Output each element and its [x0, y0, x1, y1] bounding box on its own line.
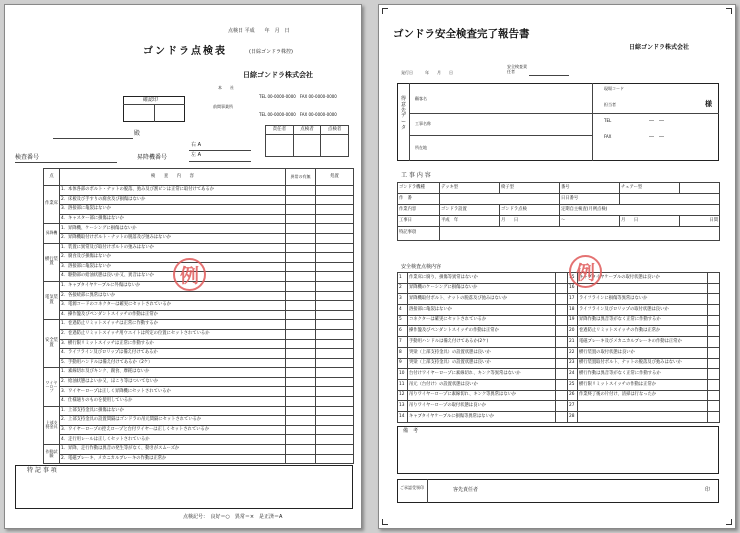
check-item: 2．床板及び手すりの腐食及び損傷はないか — [60, 195, 286, 205]
inspection-option: ゴンドラ点検 — [500, 205, 560, 216]
sample-stamp: 例 — [173, 258, 206, 291]
signature-box — [397, 479, 719, 503]
remarks-box — [397, 426, 719, 474]
safety-item: 昇降機取付ボルト、ナットの脱落及び弛みはないか — [408, 294, 556, 305]
safety-item: キャブタイヤケーブルの取付状態は良いか — [578, 273, 708, 284]
lift-no-label: 昇降機番号 — [137, 154, 168, 161]
confirm-seal-label: 確認印 — [143, 97, 159, 103]
check-item: 3．ワイヤーロープは正しく昇降機にセットされているか — [60, 387, 286, 397]
safety-item: 作業終了後の片付け、清掃は行なったか — [578, 390, 708, 401]
legend: 点検記号： 良好＝○ 異常＝× 是正済＝A — [183, 514, 283, 520]
inspection-no-label: 検査番号 — [15, 154, 40, 161]
fixed-date-option: 定期自主検査(月例点検) — [560, 205, 720, 216]
install-option: ゴンドラ設置 — [440, 205, 500, 216]
safety-item: キャブタイヤケーブルに損傷等異常はないか — [408, 411, 556, 422]
report-sheet — [378, 4, 736, 529]
safety-item: コネクターは確実にセットされているか — [408, 315, 556, 326]
safety-item: 突梁（上部支持金具）の設置状態は良いか — [408, 347, 556, 358]
safety-item: 巻過防止リミットスイッチの作動は正常か — [578, 326, 708, 337]
report-title: ゴンドラ安全検査完了報告書 — [393, 28, 530, 40]
address-label: 所在地 — [415, 145, 427, 150]
category-label: 電気装置 — [44, 281, 60, 319]
check-item: 1．本体各部のボルト・ナットの脱落、弛み及び割ピンは正常に取付けてあるか — [60, 186, 286, 196]
inspection-table — [43, 168, 354, 464]
item-header: 検 査 内 容 — [60, 169, 286, 186]
remarks-box — [15, 465, 353, 509]
role-header: 点検者 — [293, 126, 321, 135]
remarks-label: 特 記 事 項 — [27, 467, 57, 474]
check-item: 1．上部支持金具に損傷はないか — [60, 406, 286, 416]
head-office-tel: TEL 00-0000-0000 FAX 00-0000-0000 — [259, 94, 337, 99]
safety-item: 昇降機のケーシングに損傷はないか — [408, 283, 556, 294]
gondola-type-label: ゴンドラ機種 — [398, 183, 440, 194]
days-label: 日間 — [680, 216, 720, 227]
company-name: 日綜ゴンドラ株式会社 — [243, 71, 313, 79]
check-item: 4．ライフライン及びロリップは備え付けてあるか — [60, 349, 286, 359]
type-option: チェアー型 — [620, 183, 680, 194]
issue-date: 発行日 年 月 日 — [401, 70, 453, 75]
role-header: 責任者 — [266, 126, 294, 135]
action-header: 処置 — [316, 169, 354, 186]
safety-item: 横行装置取付ボルト、ナットの脱落及び弛みはないか — [578, 358, 708, 369]
sample-stamp: 例 — [569, 255, 602, 288]
check-item: 2．上部支持金具の設置間隔はゴンドラの吊元間隔にセットされているか — [60, 416, 286, 426]
report-company: 日綜ゴンドラ株式会社 — [629, 44, 690, 51]
check-item: 4．仕様通りのものを使用しているか — [60, 397, 286, 407]
role-table — [265, 125, 349, 157]
work-table: ゴンドラ機種 デッキ型 椅子型 番号 チェアー型 作 番 日日番号 作業内容 ゴンドラ設置 ゴンドラ点検 定期自主検査(月例点検) 工事日 平成 年 月 日 ～ 月 日 日間 特記事項 — [397, 182, 720, 241]
category-label: 作動試験 — [44, 445, 60, 464]
role-header: 点検者 — [321, 126, 349, 135]
category-label: 横行装置 — [44, 243, 60, 281]
safety-check-table: 1 作業床に腐り、損傷等異常はないか 15 キャブタイヤケーブルの取付状態は良いか 2 昇降機のケーシングに損傷はないか 16 3 昇降機取付ボルト、ナットの脱落及び弛みはないか 17 ライフラインに損傷等異常はないか 4 溶接部に亀裂はないか 18 ライフライン及びロリップの取付状態は良いか 5 コネクターは確実にセットされているか 19 昇降作動は異音等がなく正常に作動するか 6 操作盤及びペンダントスイッチの作動は正常か 20 巻過防止リミットスイッチの作動は正常か 7 手動用ハンドルは備え付けてあるか(2ケ) 21 電磁ブレーキ及びメカニカルブレーキの作動は正常か 8 突梁（上部支持金具）の設置状態は良いか 22 横行装置の取付状態は良いか 9 突梁（上部支持金具）の設置状態は良いか 23 横行装置取付ボルト、ナットの脱落及び弛みはないか 10 台付けワイヤーロープに素線切れ、キンク等異常はないか 24 横行作動は異音等がなく正常に作動するか 11 吊元（台付け）の設置状態は良いか 25 横行限リミットスイッチの作動は正常か 12 吊りワイヤーロープに素線切れ、キンク等異常はないか 26 作業終了後の片付け、清掃は行なったか 13 吊りワイヤーロープの取付状態は良いか 27 14 キャブタイヤケーブルに損傷等異常はないか 28 — [397, 272, 720, 423]
safety-item: 横行装置の取付状態は良いか — [578, 347, 708, 358]
fax-value: ― ― — [649, 134, 665, 140]
type-option: 椅子型 — [500, 183, 560, 194]
check-item: 2．電磁ブレーキ、メカニカルブレーキの作動は正常か — [60, 454, 286, 464]
number-label: 番号 — [560, 183, 620, 194]
check-item: 1．昇降、走行作動は異音の発生等がなく、動きがスムーズか — [60, 445, 286, 455]
safety-item: 作業床に腐り、損傷等異常はないか — [408, 273, 556, 284]
safety-item: ライフラインに損傷等異常はないか — [578, 294, 708, 305]
category-label: 昇降機 — [44, 224, 60, 243]
check-item: 2．巻過防止リミットスイッチ用ウエイトは所定の位置にセットされているか — [60, 329, 286, 339]
signature-left-label: ご承認受領印 — [400, 485, 424, 490]
safety-item: 台付けワイヤーロープに素線切れ、キンク等異常はないか — [408, 369, 556, 380]
result-header: 異常の有無 — [286, 169, 316, 186]
check-item: 1．キャブタイヤケーブルに外傷はないか — [60, 281, 286, 291]
signature-seal-mark: 印 — [705, 487, 711, 493]
special-label: 特記事項 — [398, 227, 440, 241]
safety-item: 操作盤及びペンダントスイッチの作動は正常か — [408, 326, 556, 337]
safety-item: 横行作動は異音等がなく正常に作動するか — [578, 369, 708, 380]
branch-tel: TEL 00-0000-0000 FAX 00-0000-0000 — [259, 112, 337, 117]
inspection-sheet — [4, 4, 362, 529]
check-item: 3．横行限リミットスイッチは正常に作動するか — [60, 339, 286, 349]
safety-item: 昇降作動は異音等がなく正常に作動するか — [578, 315, 708, 326]
check-item: 1．昇降機、ケーシングに損傷はないか — [60, 224, 286, 234]
safety-item: 突梁（上部支持金具）の設置状態は良いか — [408, 358, 556, 369]
work-no-label: 作 番 — [398, 194, 440, 205]
check-item: 4．操作盤及びペンダントスイッチの作動は正常か — [60, 310, 286, 320]
category-label: ワイヤーロープ — [44, 368, 60, 406]
safety-item: ライフライン及びロリップの取付状態は良いか — [578, 305, 708, 316]
client-name-label: 顧客名 — [415, 96, 427, 101]
sheet-subtitle: (日綜ゴンドラ株控) — [249, 49, 293, 55]
head-office-label: 本 社 — [218, 85, 234, 90]
work-date-label: 工事日 — [398, 216, 440, 227]
work-content-label: 作業内容 — [398, 205, 440, 216]
work-section-label: 工 事 内 容 — [401, 172, 431, 179]
tel-label: TEL — [604, 118, 612, 123]
right-lift-label: 右 A — [191, 142, 202, 148]
check-item: 2．給油状態はよいか又、ほこり等はついてないか — [60, 377, 286, 387]
check-item: 4．駆動部の給油状態は良いか又、異音はないか — [60, 272, 286, 282]
check-item: 3．溶接部に亀裂はないか — [60, 205, 286, 215]
customer-suffix: 殿 — [134, 130, 141, 137]
range-tilde: ～ — [560, 216, 620, 227]
check-item: 3．ワイヤーロープの控えロープと台付ワイヤーは正しくセットされているか — [60, 425, 286, 435]
check-item: 4．キャスター部に損傷はないか — [60, 214, 286, 224]
check-item: 1．素線切れ及びキンク、腐食、摩耗はないか — [60, 368, 286, 378]
project-name-label: 工事名称 — [415, 121, 431, 126]
check-item: 2．腐食及び損傷はないか — [60, 253, 286, 263]
check-item: 3．電源コードのコネクターは確実にセットされているか — [60, 301, 286, 311]
branch-label: 前間事業所 — [213, 104, 233, 109]
era-label: 平成 — [441, 217, 450, 223]
inspection-date: 点検日 平成 年 月 日 — [228, 28, 290, 34]
check-item: 5．手動用ハンドルは備え付けてあるか（2ケ） — [60, 358, 286, 368]
category-label: 上部支持金具 — [44, 406, 60, 444]
client-block — [397, 83, 719, 161]
category-label: 作業床 — [44, 186, 60, 224]
safety-item: 溶接部に亀裂はないか — [408, 305, 556, 316]
type-option: デッキ型 — [440, 183, 500, 194]
left-lift-label: 左 A — [191, 152, 202, 158]
fax-label: FAX — [604, 134, 612, 139]
safety-section-label: 安全検査点検内容 — [401, 264, 442, 270]
safety-item: 横行限リミットスイッチの作動は正常か — [578, 379, 708, 390]
check-item: 2．各接続部に異常はないか — [60, 291, 286, 301]
check-item: 1．装置に異常及び取付けボルトの弛みはないか — [60, 243, 286, 253]
sheet-title: ゴンドラ点検表 — [143, 46, 227, 57]
honorific: 様 — [705, 100, 712, 108]
site-code-label: 現場コード — [604, 86, 624, 91]
check-item: 2．昇降機取付けボルト・ナットの脱落及び弛みはないか — [60, 233, 286, 243]
tel-value: ― ― — [649, 118, 665, 124]
client-side-label: 得意先データ — [401, 96, 407, 131]
category-label: 安全装置 — [44, 320, 60, 368]
safety-item: 手動用ハンドルは備え付けてあるか(2ケ) — [408, 337, 556, 348]
safety-item: 吊りワイヤーロープに素線切れ、キンク等異常はないか — [408, 390, 556, 401]
signature-mid-label: 客先責任者 — [453, 487, 479, 493]
safety-item: 吊元（台付け）の設置状態は良いか — [408, 379, 556, 390]
staff-label: 担当者 — [604, 102, 616, 107]
check-item: 4．走行用レールは正しくセットされているか — [60, 435, 286, 445]
check-item: 3．溶接部に亀裂はないか — [60, 262, 286, 272]
safety-item: 吊りワイヤーロープの取付状態は良いか — [408, 401, 556, 412]
point-header: 点 — [44, 169, 60, 186]
remarks-label: 備 考 — [403, 428, 419, 434]
safety-item: 電磁ブレーキ及びメカニカルブレーキの作動は正常か — [578, 337, 708, 348]
check-item: 1．巻過防止リミットスイッチは正常に作動するか — [60, 320, 286, 330]
safety-officer: 安全検査責任者 — [507, 64, 527, 74]
date-code-label: 日日番号 — [560, 194, 620, 205]
